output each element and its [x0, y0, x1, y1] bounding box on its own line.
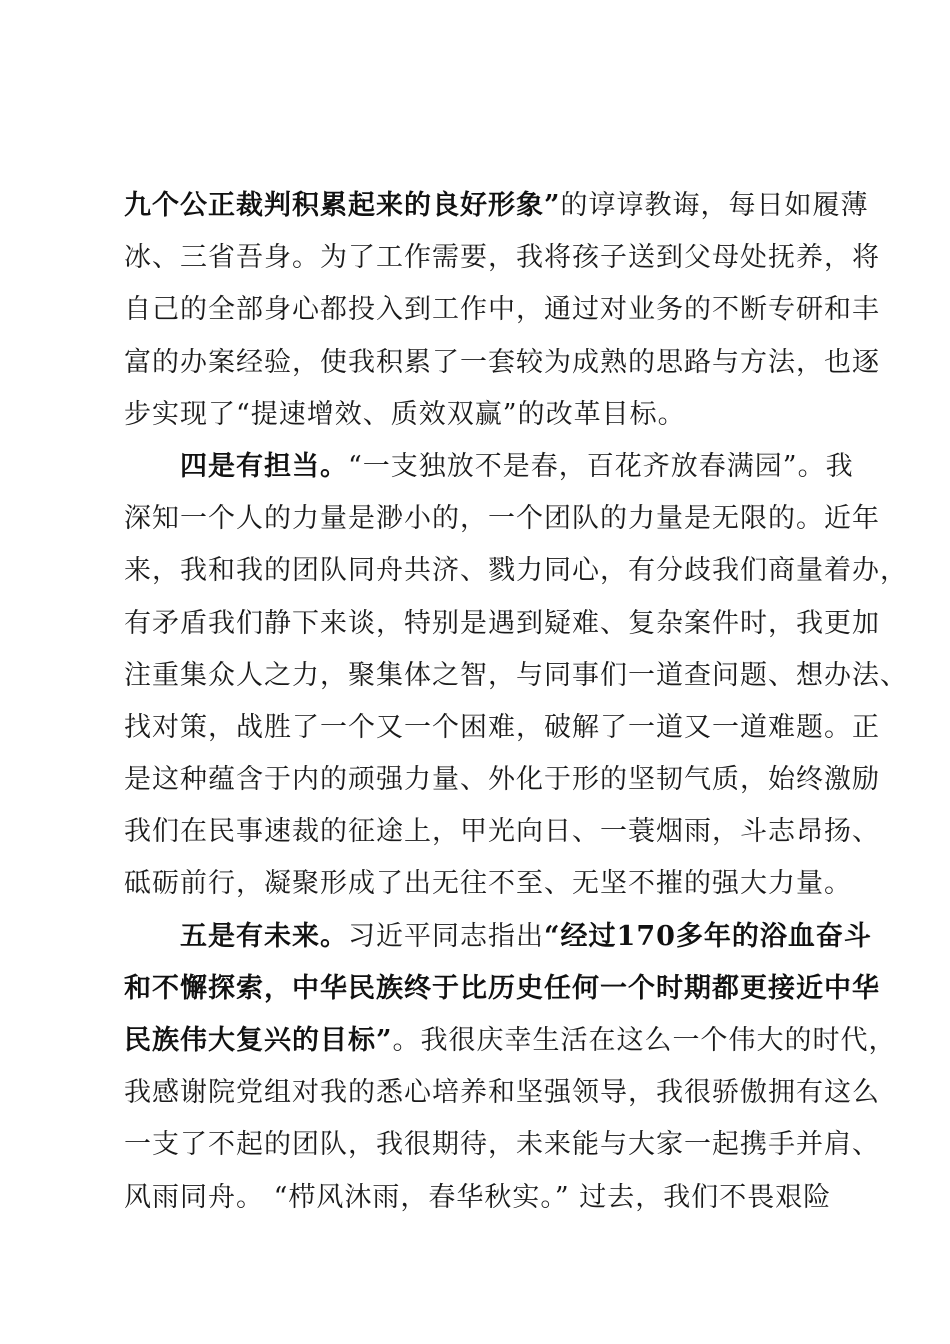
text-segment	[124, 451, 180, 482]
bold-text-segment: 民族伟大复兴的目标”	[124, 1025, 393, 1056]
text-segment: 来，我和我的团队同舟共济、戮力同心，有分歧我们商量着办，	[124, 555, 908, 587]
text-segment: “一支独放不是春，百花齐放春满园”。我	[348, 450, 854, 482]
text-line	[124, 493, 880, 545]
text-segment: 习近平同志指出	[348, 920, 544, 952]
text-line	[124, 963, 880, 1015]
text-line	[124, 1015, 897, 1067]
text-segment: 深知一个人的力量是渺小的，一个团队的力量是无限的。近年	[124, 503, 880, 535]
text-segment	[124, 921, 180, 952]
bold-text-segment: 和不懈探索，中华民族终于比历史任何一个时期都更接近中华	[124, 972, 880, 1004]
text-line	[124, 337, 880, 389]
text-line	[124, 702, 880, 754]
text-line	[124, 650, 908, 702]
bold-text-segment: 五是有未来。	[180, 920, 348, 952]
text-segment: 。我很庆幸生活在这么一个伟大的时代，	[392, 1025, 897, 1056]
text-segment: 风雨同舟。 “栉风沐雨，春华秋实。” 过去，我们不畏艰险	[124, 1181, 832, 1213]
text-line	[124, 754, 880, 806]
bold-text-segment: 四是有担当。	[180, 450, 348, 482]
text-segment: 注重集众人之力，聚集体之智，与同事们一道查问题、想办法、	[124, 659, 908, 691]
text-line	[124, 441, 854, 493]
text-line	[124, 389, 844, 441]
text-segment: 富的办案经验，使我积累了一套较为成熟的思路与方法，也逐	[124, 346, 880, 378]
text-segment: 砥砺前行，凝聚形成了出无往不至、无坚不摧的强大力量。	[124, 868, 852, 900]
text-line	[124, 284, 880, 336]
text-line	[124, 911, 872, 963]
text-line	[124, 598, 880, 650]
text-line	[124, 545, 908, 597]
bold-text-segment: 九个公正裁判积累起来的良好形象”	[124, 190, 561, 221]
text-segment: 冰、三省吾身。为了工作需要，我将孩子送到父母处抚养，将	[124, 242, 880, 274]
text-line	[124, 232, 880, 284]
text-segment: 一支了不起的团队，我很期待，未来能与大家一起携手并肩、	[124, 1129, 880, 1161]
text-line	[124, 858, 852, 910]
text-line	[124, 1119, 880, 1171]
bold-text-segment: “经过170多年的浴血奋斗	[544, 920, 872, 952]
text-segment: 有矛盾我们静下来谈，特别是遇到疑难、复杂案件时，我更加	[124, 607, 880, 639]
text-segment: 我感谢院党组对我的悉心培养和坚强领导，我很骄傲拥有这么	[124, 1077, 880, 1109]
text-segment: 步实现了“提速增效、质效双赢”的改革目标。	[124, 398, 686, 430]
text-segment: 找对策，战胜了一个又一个困难，破解了一道又一道难题。正	[124, 711, 880, 743]
text-segment: 的谆谆教诲，每日如履薄	[560, 190, 869, 221]
body-text	[124, 180, 908, 1224]
text-segment: 是这种蕴含于内的顽强力量、外化于形的坚韧气质，始终激励	[124, 764, 880, 796]
text-line	[124, 1172, 844, 1224]
text-segment: 自己的全部身心都投入到工作中，通过对业务的不断专研和丰	[124, 294, 880, 326]
text-line	[124, 1067, 880, 1119]
text-line	[124, 180, 869, 232]
text-line	[124, 806, 880, 858]
text-segment: 我们在民事速裁的征途上，甲光向日、一蓑烟雨，斗志昂扬、	[124, 816, 880, 848]
